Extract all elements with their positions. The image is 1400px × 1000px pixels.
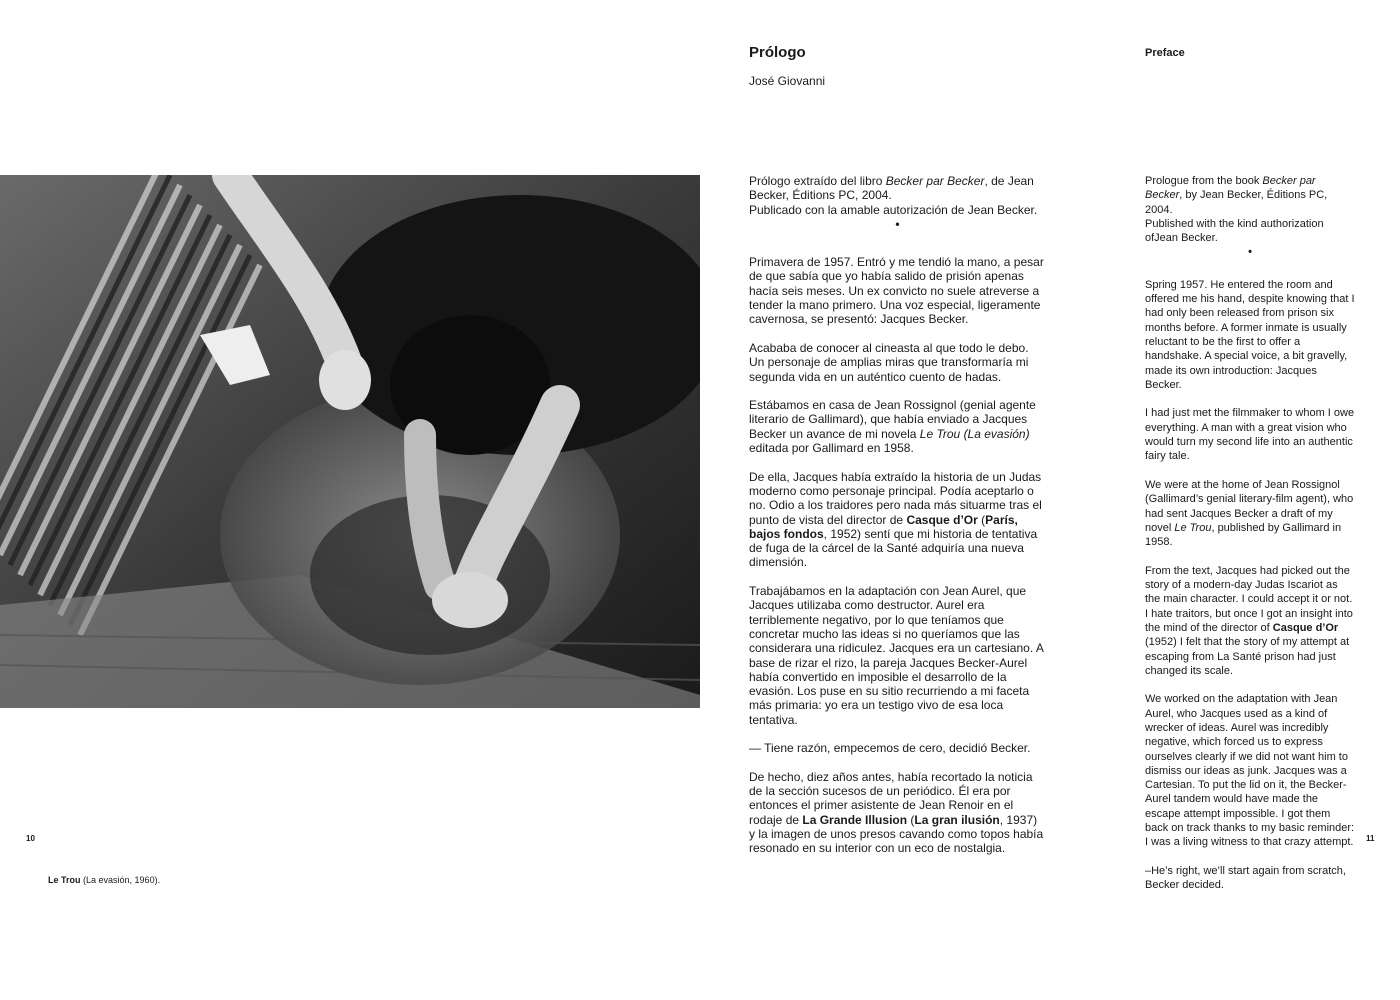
intro-book-title: Becker par Becker [1145,175,1316,202]
page-number-right: 11 [1366,834,1375,843]
separator-dot: • [1248,246,1252,259]
intro-text: Prólogo extraído del libro [749,174,886,188]
intro-text: , by Jean Becker, Éditions PC, 2004. [1145,189,1328,216]
paragraph-text: From the text, Jacques had picked out the story of a modern-day Judas Iscariot as the main character. I could accept it or not. I hate traitors, but once I got an insight into the mind of the director of [1145,564,1353,634]
film-title: La Grande Illusion [802,812,908,827]
english-paragraph-6: –He’s right, we’ll start again from scratch, Becker decided. [1145,864,1346,892]
book-title: Le Trou [1174,521,1212,534]
paragraph-text: editada por Gallimard en 1958. [749,441,914,456]
spanish-paragraph-6: — Tiene razón, empecemos de cero, decidió Becker. [749,741,1031,756]
paragraph-text: , 1937) y la imagen de unos presos cavando como topos había resonado en su interior con un eco de nostalgia. [749,812,1044,856]
spanish-paragraph-2: Acababa de conocer al cineasta al que todo le debo. Un personaje de amplias miras que transformaría mi segunda vida en un auténtico cuento de hadas. [749,340,1029,384]
english-intro [1145,174,1355,245]
spanish-intro [749,174,1046,217]
english-paragraph-4 [1145,564,1355,678]
english-paragraph-2: I had just met the filmmaker to whom I owe everything. A man with a great vision who would turn my second life into an authentic fairy tale. [1145,407,1355,463]
spanish-paragraph-5: Trabajábamos en la adaptación con Jean Aurel, que Jacques utilizaba como destructor. Aurel era terriblemente negativo, por lo que teníamos que concretar mucho las ideas si no queríamos que las considerara una ridiculez. Jacques era un cartesiano. A base de rizar el rizo, la pareja Jacques Becker-Aurel había convertido en imposible el desarrollo de la evasión. Los puse en su sitio recurriendo a mi faceta más primaria: yo era un testigo vivo de esa loca tentativa. [749,584,1044,727]
caption-details: (La evasión, 1960). [80,875,161,885]
film-title: París, bajos fondos [749,512,1018,541]
page-number-left: 10 [26,834,35,843]
paragraph-text: De ella, Jacques había extraído la historia de un Judas moderno como personaje principal. Podía aceptarlo o no. Odio a los traidores pero nada más situarme tras el punto de vista del director de [749,469,1042,527]
film-title: Casque d’Or [1272,621,1339,634]
spanish-paragraph-3 [749,398,1046,455]
english-title: Preface [1145,47,1185,59]
spanish-paragraph-1: Primavera de 1957. Entró y me tendió la mano, a pesar de que sabía que yo había salido de prisión apenas hacía seis meses. Un ex convicto no suele atreverse a tender la mano primero. Una voz especial, ligeramente cavernosa, se presentó: Jacques Becker. [749,255,1044,327]
spanish-paragraph-7 [749,770,1046,856]
book-title: Le Trou (La evasión) [919,426,1030,441]
paragraph-text: , 1952) sentí que mi historia de tentativa de fuga de la cárcel de la Santé adquiría una nueva dimensión. [749,526,1038,570]
english-paragraph-1: Spring 1957. He entered the room and offered me his hand, despite knowing that I had only been released from prison six months before. A former inmate is usually reluctant to be the first to offer a handshake. A special voice, a bit gravelly, made its own introduction: Jacques Becker. [1145,278,1355,391]
film-still-photo [0,175,700,708]
spanish-paragraph-4 [749,470,1046,570]
spanish-author: José Giovanni [749,74,826,88]
intro-text: Prologue from the book [1145,175,1263,187]
paragraph-text: , published by Gallimard in 1958. [1145,521,1342,549]
paragraph-text: ( [977,512,986,527]
intro-credit: Published with the kind authorization ofJean Becker. [1145,217,1324,245]
paragraph-text: Estábamos en casa de Jean Rossignol (genial agente literario de Gallimard), que había enviado a Jacques Becker un avance de mi novela [749,398,1036,441]
english-text-column [1145,174,1355,907]
paragraph-text: De hecho, diez años antes, había recortado la noticia de la sección sucesos de un periódico. Él era por entonces el primer asistente de Jean Renoir en el rodaje de [749,769,1033,827]
intro-text: , de Jean Becker, Éditions PC, 2004. [749,174,1034,203]
film-title: La gran ilusión [914,812,1000,827]
photo-caption [48,875,168,886]
spanish-title: Prólogo [749,44,806,61]
separator-dot: • [895,216,900,231]
paragraph-text: (1952) I felt that the story of my attempt at escaping from La Santé prison had just changed its scale. [1145,636,1350,677]
spanish-text-column [749,174,1046,870]
english-paragraph-5: We worked on the adaptation with Jean Aurel, who Jacques used as a kind of wrecker of ideas. Aurel was incredibly negative, which forced us to express ourselves clearly if we did not want him to dismiss our ideas as junk. Jacques was a Cartesian. To put the lid on it, the Becker-Aurel tandem would have made the escape attempt impossible. I got them back on track thanks to my basic reminder: I was a living witness to that crazy attempt. [1145,693,1355,849]
film-title: Casque d’Or [906,512,978,527]
intro-book-title: Becker par Becker [885,174,985,188]
caption-film-title: Le Trou [48,875,81,885]
paragraph-text: We were at the home of Jean Rossignol (Gallimard’s genial literary-film agent), who had sent Jacques Becker a draft of my novel [1145,478,1354,534]
english-paragraph-3 [1145,478,1355,549]
paragraph-text: ( [907,812,915,827]
intro-credit: Publicado con la amable autorización de Jean Becker. [749,202,1038,217]
